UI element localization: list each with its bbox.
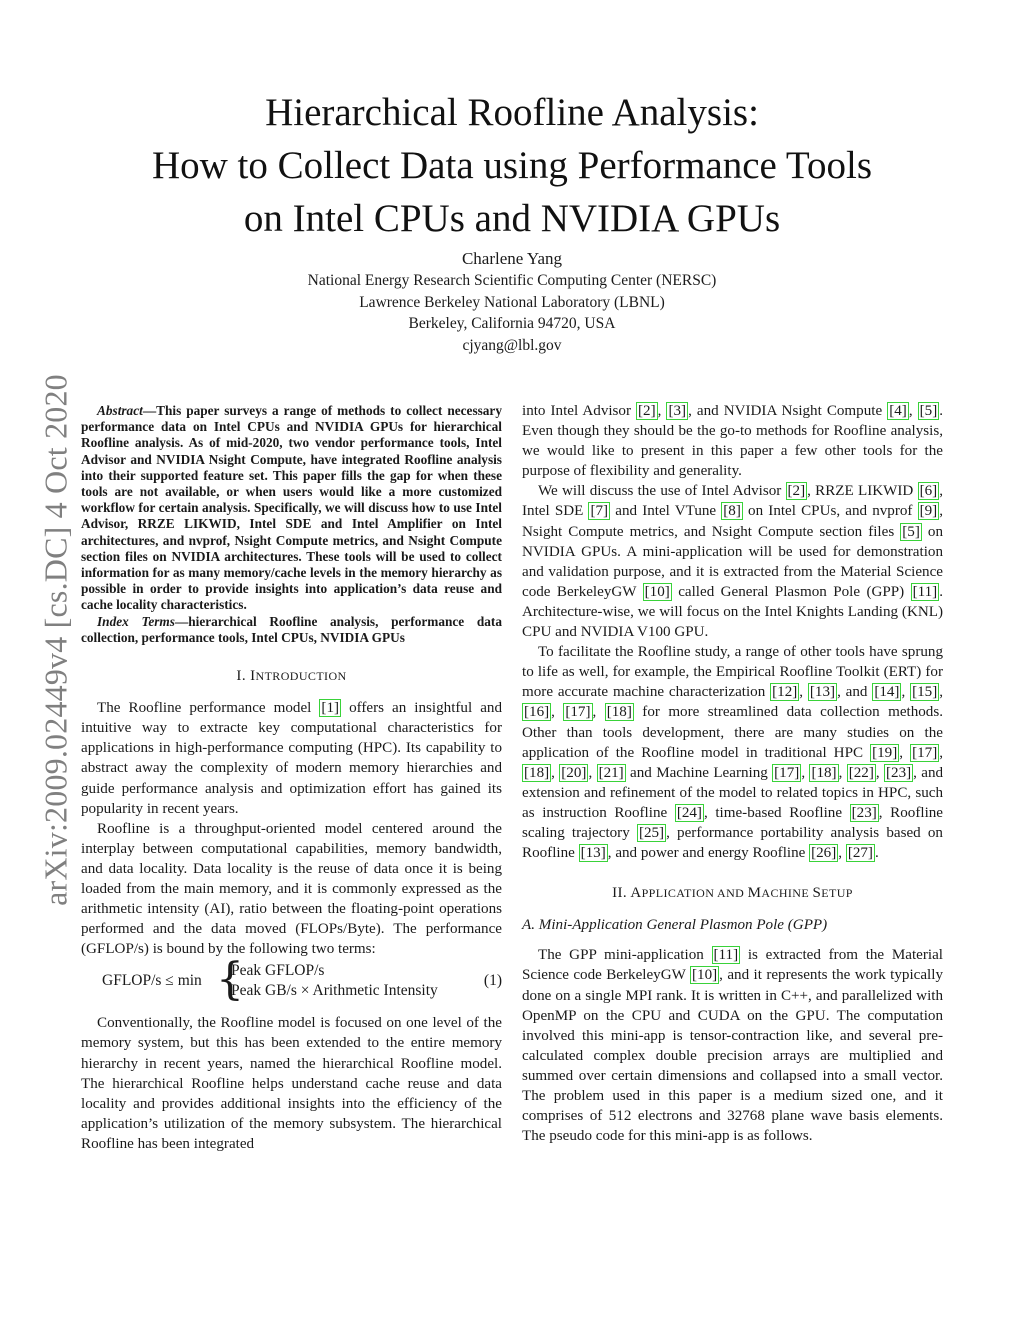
citation-link[interactable]: [26] [811, 845, 837, 862]
citation-link[interactable]: [23] [886, 764, 912, 781]
citation-link[interactable]: [5] [902, 523, 920, 540]
citation-link[interactable]: [6] [919, 483, 938, 500]
author-name: Charlene Yang [461, 249, 563, 268]
citation-link[interactable]: [10] [692, 967, 718, 984]
citation-link[interactable]: [7] [590, 503, 609, 520]
citation-link[interactable]: [4] [889, 403, 907, 419]
author-block [0, 248, 1024, 356]
subsection-heading-gpp: A. Mini-Application General Plasmon Pole (GPP) [522, 917, 828, 934]
citation-link[interactable]: [18] [524, 764, 550, 781]
author-address: Berkeley, California 94720, USA [408, 315, 616, 332]
citation-link[interactable]: [11] [912, 583, 938, 600]
citation-link[interactable]: [11] [713, 947, 739, 964]
section-heading-application-setup: II. APPLICATION AND MACHINE SETUP [612, 885, 853, 902]
citation-link[interactable]: [17] [774, 764, 800, 781]
citation-link[interactable]: [17] [565, 704, 591, 721]
citation-link[interactable]: [18] [811, 764, 837, 781]
paper-title [0, 86, 1024, 245]
abstract-text: —This paper surveys a range of methods to collect necessary performance data on Intel CPUs and NVIDIA GPUs for hierarchical Roofline analysis. As of mid-2020, two vendor performance tools, Intel Advisor and NVIDIA Nsight Compute, have integrated Roofline analysis into their supported feature set. This paper fills the gap for when these tools are not available, or when users would like a more customized workflow for certain analysis. Specifically, we will discuss how to use Intel Advisor, RRZE LIKWID, Intel SDE and Intel Amplifier on Intel architectures, and nvprof, Nsight Compute metrics, and Nsight Compute section files on NVIDIA architectures. These tools will be used to collect information for as many memory/cache levels in the memory hierarchy as possible in order to provide insights into application’s data reuse and cache locality characteristics. [81, 403, 502, 613]
equation-brace: { [216, 954, 244, 1006]
citation-link[interactable]: [20] [561, 764, 587, 781]
citation-link[interactable]: [1] [321, 700, 340, 717]
equation-cases [231, 961, 438, 1001]
gpp-paragraph: The GPP mini-application [11] is extracted from the Material Science code BerkeleyGW [10] , and it represents the work typically done on a single MPI rank. It is written in C++, and parallelized with OpenMP on the CPU and CUDA on the GPU. The computation involved this mini-app is tensor-contraction like, and several pre-calculated complex double precision arrays are multiplied and summed over certain dimensions and collapsed into a small vector. The problem used in this paper is a medium sized one, and it comprises of 512 electrons and 32768 plane wave basis elements. The pseudo code for this mini-app is as follows. [522, 947, 943, 1145]
citation-link[interactable]: [13] [809, 684, 836, 701]
equation-number: (1) [483, 972, 502, 990]
citation-link[interactable]: [16] [524, 704, 550, 721]
arxiv-identifier-text: arXiv:2009.02449v4 [cs.DC] 4 Oct 2020 [37, 374, 74, 906]
citation-link[interactable]: [24] [676, 804, 702, 821]
author-affiliation-1: National Energy Research Scientific Computing Center (NERSC) [307, 272, 717, 289]
citation-link[interactable]: [13] [580, 845, 606, 862]
author-email[interactable]: cjyang@lbl.gov [462, 336, 562, 354]
abstract-lead: Abstract [97, 403, 143, 418]
citation-link[interactable]: [12] [772, 684, 798, 701]
citation-link[interactable]: [23] [851, 804, 877, 821]
equation-1 [81, 954, 502, 1006]
citation-link[interactable]: [19] [872, 744, 898, 761]
citation-link[interactable]: [2] [638, 403, 656, 419]
equation-lhs: GFLOP/s ≤ min [102, 972, 202, 990]
intro-paragraph-1: The Roofline performance model [1] offers an insightful and intuitive way to extracte key computational characteristics for applications in high-performance computing (HPC). Its capability to abstract away the complexity of modern memory hierarchies and guide performance analysis and optimization effort has gained its popularity in recent years. [81, 700, 502, 817]
right-paragraph-3: To facilitate the Roofline study, a range of other tools have sprung to life as well, for example, the Empirical Roofline Toolkit (ERT) for more accurate machine characterization [12] , [13] , and [14] , [15] , [16] , [17] , [18] for more streamlined data collection methods. Other than tools development, there are many studies on the application of the Roofline model in traditional HPC [19] , [17] , [18] , [20] , [21] and Machine Learning [17] , [18] , [22] , [23] , and extension and refinement of the model to related topics in HPC, such as instruction Roofline [24] , time-based Roofline [23] , Roofline scaling trajectory [25] , performance portability analysis based on Roofline [13] , and power and energy Roofline [26] , [27] . [522, 644, 944, 862]
intro-paragraph-3: Conventionally, the Roofline model is focused on one level of the memory system, but this has been extended to the entire memory hierarchy in recent years, named the hierarchical Roofline model. The hierarchical Roofline helps understand cache reuse and data locality and provides additional insights into the efficiency of the application’s utilization of the memory subsystem. The hierarchical Roofline has been integrated [81, 1015, 502, 1152]
citation-link[interactable]: [25] [638, 824, 665, 841]
title-line-2: How to Collect Data using Performance Tools [151, 144, 873, 187]
citation-link[interactable]: [17] [912, 744, 938, 761]
title-line-3: on Intel CPUs and NVIDIA GPUs [243, 197, 781, 240]
right-column [522, 401, 943, 1146]
citation-link[interactable]: [5] [919, 403, 938, 419]
citation-link[interactable]: [3] [668, 403, 687, 419]
index-terms [81, 614, 502, 646]
citation-link[interactable]: [9] [919, 503, 938, 520]
right-paragraph-2: We will discuss the use of Intel Advisor [2] , RRZE LIKWID [6] , Intel SDE [7] and Intel VTune [8] on Intel CPUs, and nvprof [9] , Nsight Compute metrics, and Nsight Compute section files [5] on NVIDIA GPUs. A mini-application will be used for demonstration and validation purpose, and it is extracted from the Material Science code BerkeleyGW [10] called General Plasmon Pole (GPP) [11] . Architecture-wise, we will focus on the Intel Knights Landing (KNL) CPU and NVIDIA V100 GPU. [522, 483, 943, 641]
abstract [81, 403, 502, 614]
citation-link[interactable]: [21] [598, 764, 624, 781]
title-line-1: Hierarchical Roofline Analysis: [265, 91, 759, 134]
citation-link[interactable]: [10] [644, 583, 670, 600]
left-column [81, 401, 502, 1154]
right-paragraph-1: into Intel Advisor [2] , [3] , and NVIDIA Nsight Compute [4] , [5] . Even though they should be the go-to methods for Roofline analysis, we would like to present in this paper a few other tools for the purpose of flexibility and generality. [522, 403, 944, 480]
index-terms-text: —hierarchical Roofline analysis, performance data collection, performance tools, Intel CPUs, NVIDIA GPUs [81, 613, 502, 645]
citation-link[interactable]: [8] [723, 503, 741, 520]
citation-link[interactable]: [15] [912, 684, 938, 701]
intro-paragraph-2: Roofline is a throughput-oriented model centered around the interplay between computational capabilities, memory bandwidth, and data locality. Data locality is the reuse of data once it is being loaded from the main memory, and it is commonly expressed as the arithmetic intensity (AI), ratio between the floating-point operations performed and the data moved (FLOPs/Byte). The performance (GFLOP/s) is bound by the following two terms: [81, 820, 502, 958]
citation-link[interactable]: [22] [848, 764, 874, 781]
citation-link[interactable]: [2] [787, 483, 806, 500]
citation-link[interactable]: [27] [847, 845, 873, 862]
index-terms-lead: Index Terms [97, 613, 175, 629]
author-affiliation-2: Lawrence Berkeley National Laboratory (LBNL) [359, 293, 665, 311]
equation-case-2: Peak GB/s × Arithmetic Intensity [231, 982, 438, 1000]
section-heading-introduction: I. INTRODUCTION [236, 668, 347, 685]
citation-link[interactable]: [18] [606, 704, 632, 721]
citation-link[interactable]: [14] [874, 684, 900, 701]
equation-case-1: Peak GFLOP/s [231, 962, 325, 980]
